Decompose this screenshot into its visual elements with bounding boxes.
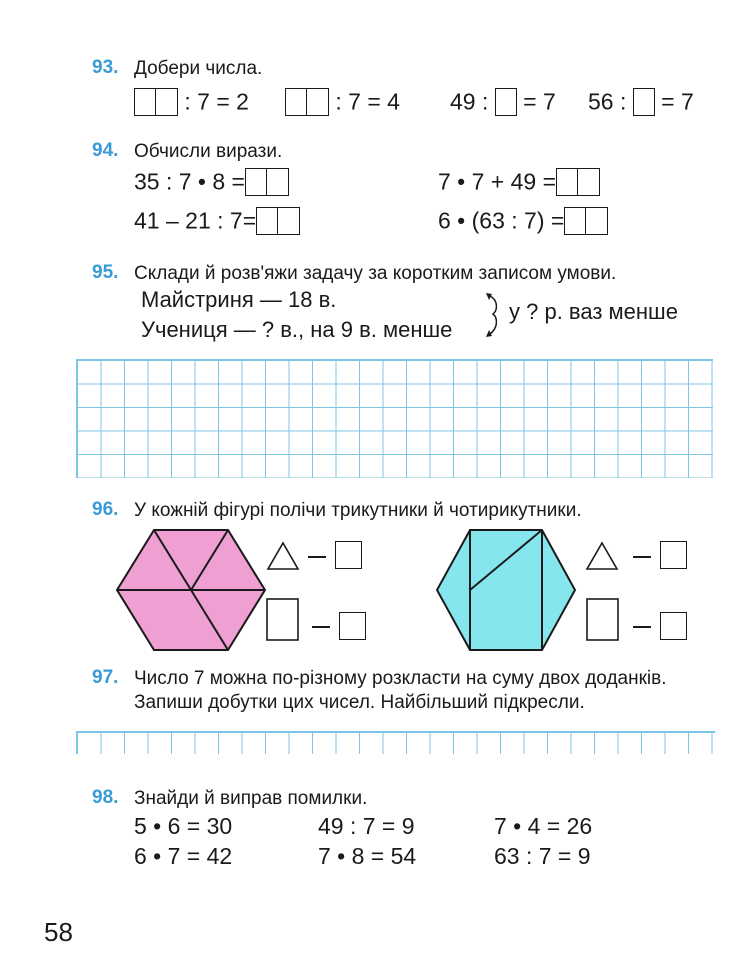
brace-arrow-icon (484, 290, 508, 340)
digit-cell[interactable] (245, 168, 267, 196)
equation: 7 • 4 = 26 (494, 813, 593, 839)
page-number: 58 (44, 917, 73, 947)
expression-text: = 7 (661, 88, 694, 115)
condition-line-2: Учениця — ? в., на 9 в. менше (141, 317, 453, 342)
triangle-icon (585, 541, 619, 571)
equation: 6 • 7 = 42 (134, 843, 233, 869)
digit-cell[interactable] (285, 88, 307, 116)
exercise-93-row (285, 87, 400, 116)
exercise-97-line-2: Запиши добутки цих чисел. Найбільший підкресли. (134, 692, 585, 713)
exercise-95-number: 95. (92, 262, 119, 283)
expression-text: 56 : (588, 88, 627, 115)
triangle-count-box[interactable] (335, 541, 362, 569)
dash (633, 626, 651, 628)
dash (633, 556, 651, 558)
expression-text: = 7 (523, 88, 556, 115)
digit-cell[interactable] (278, 207, 300, 235)
exercise-98-number: 98. (92, 787, 119, 808)
digit-cell[interactable] (134, 88, 156, 116)
triangle-count-box[interactable] (660, 541, 687, 569)
exercise-94-row (438, 206, 608, 235)
digit-cell[interactable] (156, 88, 178, 116)
answer-box[interactable] (495, 88, 517, 116)
exercise-98-title: Знайди й виправ помилки. (134, 788, 368, 809)
exercise-94-row (134, 206, 300, 235)
answer-box-pair[interactable] (556, 167, 600, 196)
expression-text: 35 : 7 • 8 = (134, 168, 245, 195)
expression-text: : 7 = 2 (184, 88, 249, 115)
exercise-93-row (450, 87, 556, 116)
digit-cell[interactable] (586, 207, 608, 235)
equation: 49 : 7 = 9 (318, 813, 415, 839)
rectangle-icon (265, 597, 301, 643)
triangle-icon (266, 541, 300, 571)
comparison-question: у ? р. ваз менше (509, 299, 678, 324)
equation: 5 • 6 = 30 (134, 813, 233, 839)
exercise-93-title: Добери числа. (134, 58, 263, 79)
condition-line-1: Майстриня — 18 в. (141, 287, 337, 312)
pink-hexagon-figure (112, 526, 272, 654)
exercise-94-title: Обчисли вирази. (134, 141, 283, 162)
answer-box-pair[interactable] (285, 87, 329, 116)
exercise-93-row (134, 87, 249, 116)
expression-text: : 7 = 4 (335, 88, 400, 115)
answer-grid[interactable] (76, 359, 713, 478)
digit-cell[interactable] (267, 168, 289, 196)
exercise-96-title: У кожній фігурі полічи трикутники й чотирикутники. (134, 500, 582, 521)
quadrilateral-count-box[interactable] (339, 612, 366, 640)
digit-cell[interactable] (578, 168, 600, 196)
rectangle-icon (585, 597, 621, 643)
answer-box-pair[interactable] (245, 167, 289, 196)
exercise-94-row (134, 167, 289, 196)
quadrilateral-count-box[interactable] (660, 612, 687, 640)
exercise-97-number: 97. (92, 667, 119, 688)
answer-grid-strip[interactable] (76, 731, 715, 754)
dash (312, 626, 330, 628)
expression-text: 41 – 21 : 7= (134, 207, 257, 234)
answer-box-pair[interactable] (256, 206, 300, 235)
expression-text: 6 • (63 : 7) = (438, 207, 565, 234)
exercise-94-row (438, 167, 600, 196)
exercise-95-title: Склади й розв'яжи задачу за коротким записом умови. (134, 263, 617, 284)
exercise-97-line-1: Число 7 можна по-різному розкласти на суму двох доданків. (134, 668, 667, 689)
digit-cell[interactable] (307, 88, 329, 116)
expression-text: 7 • 7 + 49 = (438, 168, 557, 195)
answer-box[interactable] (633, 88, 655, 116)
expression-text: 49 : (450, 88, 489, 115)
exercise-93-number: 93. (92, 57, 119, 78)
exercise-96-number: 96. (92, 499, 119, 520)
equation: 7 • 8 = 54 (318, 843, 417, 869)
answer-box-pair[interactable] (564, 206, 608, 235)
exercise-94-number: 94. (92, 140, 119, 161)
equation: 63 : 7 = 9 (494, 843, 591, 869)
digit-cell[interactable] (556, 168, 578, 196)
digit-cell[interactable] (564, 207, 586, 235)
digit-cell[interactable] (256, 207, 278, 235)
cyan-hexagon-figure (432, 526, 580, 654)
answer-box-pair[interactable] (134, 87, 178, 116)
exercise-93-row (588, 87, 694, 116)
dash (308, 556, 326, 558)
